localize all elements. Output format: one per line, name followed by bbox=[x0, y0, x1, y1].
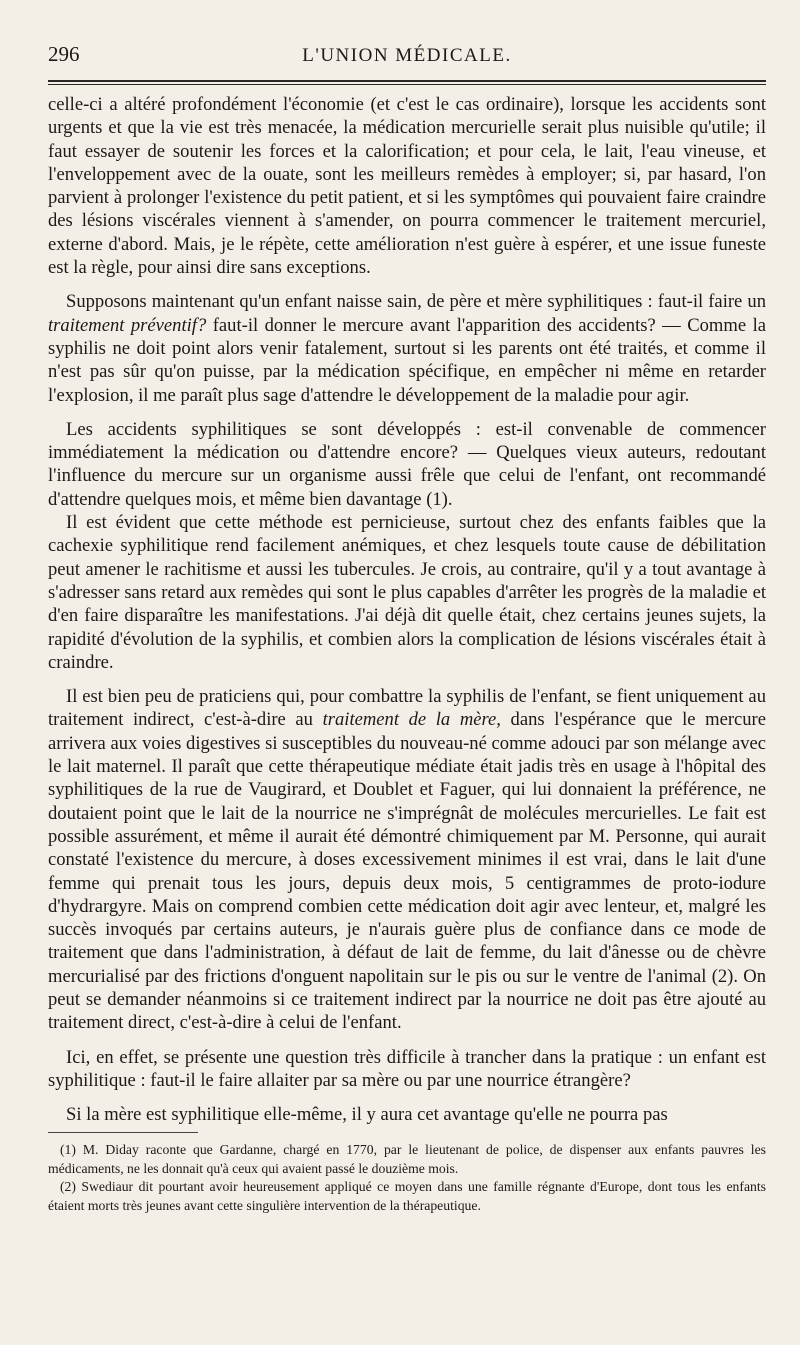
running-title: L'UNION MÉDICALE. bbox=[302, 45, 512, 66]
footnote-1: (1) M. Diday raconte que Gardanne, chargé en 1770, par le lieutenant de police, de dispenser aux enfants pauvres les médicaments, ne les donnait qu'à ceux qui avaient passé le douzième mois. bbox=[48, 1142, 766, 1176]
footnotes bbox=[48, 1141, 766, 1215]
text-segment: celle-ci a altéré profondément l'économie (et c'est le cas ordinaire), lorsque les accidents sont urgents et que la vie est très menacée, la médication mercurielle serait plus nuisible qu'utile; il faut essayer de soutenir les forces et la calorification; et pour cela, le lait, l'eau vineuse, et l'enveloppement avec de la ouate, sont les meilleurs remèdes à employer; si, par hasard, l'on parvient à prolonger l'existence du petit patient, et si les symptômes qui pouvaient faire craindre des lésions viscérales viennent à s'amender, on pourra commencer le traitement mercuriel, externe d'abord. Mais, je le répète, cette amélioration n'est guère à espérer, et une issue funeste est la règle, pour ainsi dire sans exceptions. bbox=[48, 94, 766, 279]
paragraph-7 bbox=[48, 1103, 766, 1126]
paragraph-2 bbox=[48, 290, 766, 406]
text-segment: dans l'espérance que le mercure arrivera aux voies digestives si susceptibles du nouveau-né comme adouci par son mélange avec le lait maternel. Il paraît que cette thérapeutique médiate était jadis très en usage à l'hôpital des syphilitiques de la rue de Vaugirard, et Doublet et Faguer, qui lui donnaient la préférence, ne doutaient point que le lait de la nourrice ne s'imprégnât de molécules mercurielles. Le fait est possible assurément, et même il aurait été démontré chimiquement par M. Personne, qui aurait constaté l'existence du mercure, à doses excessivement minimes il est vrai, dans le lait d'une femme qui prenait tous les jours, depuis deux mois, 5 centigrammes de proto-iodure d'hydrargyre. Mais on comprend combien cette médication doit agir avec lenteur, et, malgré les succès invoqués par certains auteurs, je n'aurais guère plus de confiance dans ce mode de traitement que dans l'administration, à défaut de lait de femme, du lait d'ânesse ou de chèvre mercurialisé par des frictions d'onguent napolitain sur le pis ou sur le ventre de l'animal (2). On peut se demander néanmoins si ce traitement indirect par la nourrice ne doit pas être ajouté au traitement direct, c'est-à-dire à celui de l'enfant. bbox=[48, 709, 767, 1034]
paragraph-6 bbox=[48, 1046, 766, 1093]
page-number: 296 bbox=[48, 42, 80, 66]
paragraph-1 bbox=[48, 93, 766, 279]
body-text bbox=[48, 93, 766, 1126]
footnote-2: (2) Swediaur dit pourtant avoir heureusement appliqué ce moyen dans une famille régnante d'Europe, dont tous les enfants étaient morts très jeunes avant cette singulière intervention de la thérapeutique. bbox=[48, 1179, 766, 1213]
text-segment: Les accidents syphilitiques se sont développés : est-il convenable de commencer immédiatement la médication ou d'attendre encore? — Quelques vieux auteurs, redoutant l'influence du mercure sur un organisme aussi frêle que celui de l'enfant, ont recommandé d'attendre quelques mois, et même bien davantage (1). bbox=[48, 418, 766, 510]
header-rule bbox=[48, 80, 766, 82]
header-rule-thin bbox=[48, 84, 766, 85]
text-segment: faut-il donner le mercure avant l'apparition des accidents? — Comme la syphilis ne doit point alors venir fatalement, surtout si les parents ont été traités, et comme il n'est pas sûr qu'on puisse, par la médication spécifique, en empêcher ni même en retarder l'explosion, il me paraît plus sage d'attendre le développement de la maladie pour agir. bbox=[48, 314, 766, 406]
text-segment: Ici, en effet, se présente une question très difficile à trancher dans la pratique : un enfant est syphilitique : faut-il le faire allaiter par sa mère ou par une nourrice étrangère? bbox=[48, 1046, 766, 1091]
text-segment: Si la mère est syphilitique elle-même, il y aura cet avantage qu'elle ne pourra pas bbox=[66, 1104, 668, 1126]
paragraph-5 bbox=[48, 685, 766, 1034]
footnote-rule bbox=[48, 1132, 198, 1133]
text-segment: Supposons maintenant qu'un enfant naisse sain, de père et mère syphilitiques : faut-il faire un bbox=[66, 291, 766, 313]
italic-segment: traitement de la mère, bbox=[322, 709, 501, 731]
paragraph-4 bbox=[48, 511, 766, 674]
page-header bbox=[48, 42, 766, 76]
paragraph-3 bbox=[48, 418, 766, 511]
text-segment: Il est évident que cette méthode est pernicieuse, surtout chez des enfants faibles que la cachexie syphilitique rend facilement anémiques, et chez lesquels toute cause de débilitation peut amener le rachitisme et aussi les tubercules. Je crois, au contraire, qu'il y a tout avantage à s'adresser sans retard aux remèdes qui sont le plus capables d'arrêter les progrès de la maladie et d'en faire disparaître les manifestations. J'ai déjà dit quelle était, chez certains jeunes sujets, la rapidité d'évolution de la syphilis, et combien alors la complication de lésions viscérales était à craindre. bbox=[48, 512, 766, 673]
text-segment: Il est bien peu de praticiens qui, pour combattre la syphilis de l'enfant, se fient uniquement au traitement indirect, c'est-à-dire au bbox=[48, 686, 766, 731]
italic-segment: traitement préventif? bbox=[48, 314, 207, 336]
